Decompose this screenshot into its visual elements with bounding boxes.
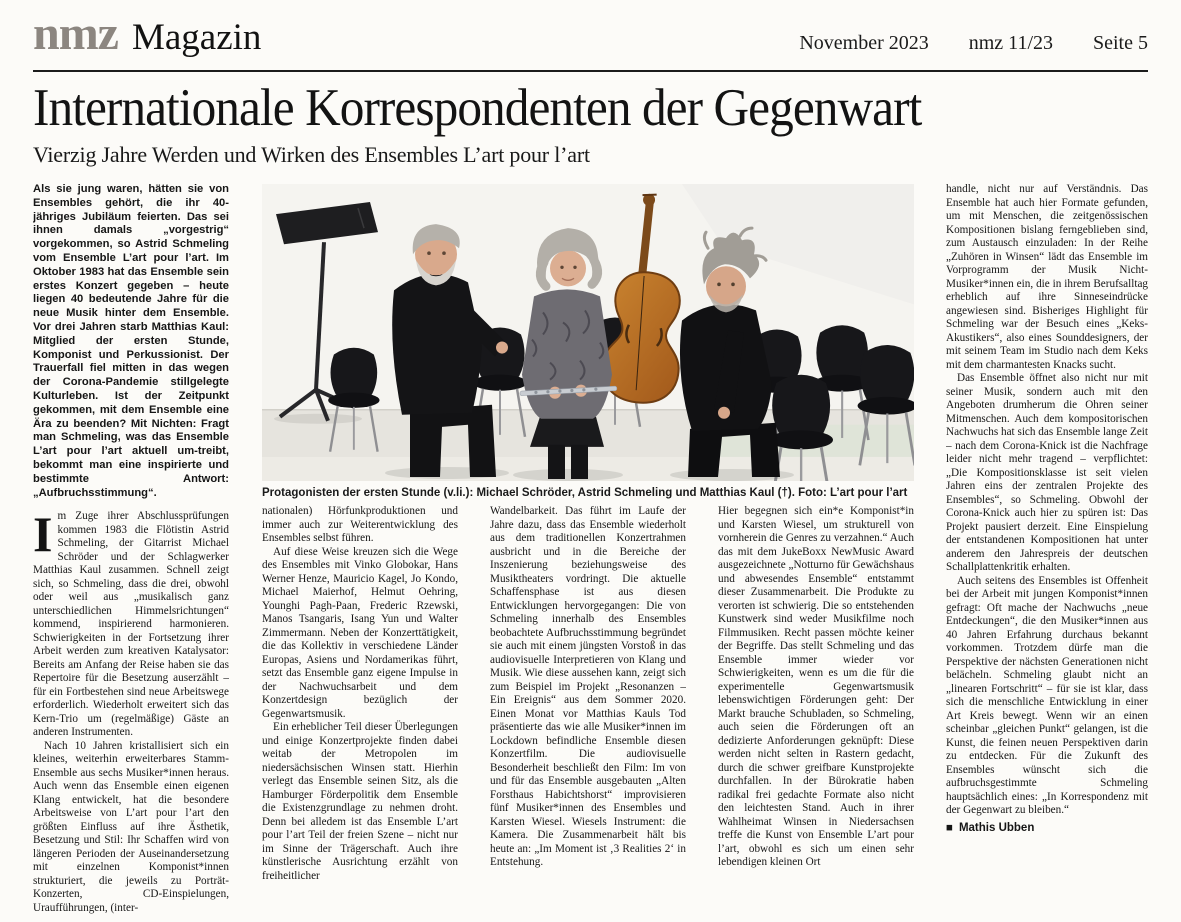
drop-cap: I bbox=[33, 506, 53, 563]
author-name: Mathis Ubben bbox=[958, 821, 1035, 834]
body-paragraph: nationalen) Hörfunkproduktionen und immer auch zur Weiterentwicklung des Ensembles selbst führen. bbox=[262, 505, 458, 544]
masthead bbox=[33, 6, 1148, 66]
article-headline: Internationale Korrespondenten der Gegenwart bbox=[33, 79, 922, 137]
body-paragraph: Auf diese Weise kreuzen sich die Wege des Ensembles mit Vinko Globokar, Hans Werner Henze, Mauricio Kagel, Jo Kondo, Michael Maierhof, Helmut Oehring, Younghi Pagh-Paan, Frederic Rzewski, Manos Tsangaris, Isang Yun und Walter Zimmermann. Neben der Konzerttätigkeit, die das Kollektiv in verschiedene Länder Europas, Asiens und Nordamerikas führt, setzt das Ensemble ganz eigene Impulse in der Nachwuchsarbeit und dem Konzertdesign bezüglich der Gegenwartsmusik. bbox=[262, 545, 458, 720]
section-title: Magazin bbox=[131, 17, 262, 58]
page-number: Seite 5 bbox=[1093, 32, 1148, 54]
body-paragraph: Wandelbarkeit. Das führt im Laufe der Jahre dazu, dass das Ensemble wiederholt aus dem traditionellen Konzertrahmen ausbricht und in die Bereiche der Inszenierung beziehungsweise des Musiktheaters vordringt. Die aktuelle Schaffensphase ist aus diesen Entwicklungen hervorgegangen: Die von Schmeling innerhalb des Ensembles beobachtete Aufbruchsstimmung begründet sie auch mit einem jüngsten Vorstoß in das audiovisuelle Interpretieren von Klang und Musik. Wie diese aussehen kann, zeigt sich zum Beispiel im Projekt „Resonanzen – Ein Ereignis“ aus dem Sommer 2020. Einen Monat vor Matthias Kauls Tod präsentierte das wie alle Musiker*innen im Lockdown befindliche Ensemble diesen Konzertfilm. Die audiovisuelle Besonderheit beschließt den Film: Im von und für das Ensemble ausgebauten „Alten Forsthaus Habichtshorst“ improvisieren fünf Musiker*innen des Ensembles und Karsten Wiesel. Wiesels Instrument: die Kamera. Die Zusammenarbeit hält bis heute an: „Im Moment ist ‚3 Realities 2‘ in Entstehung. bbox=[490, 505, 686, 868]
author-byline bbox=[946, 822, 1148, 836]
issue-ref: nmz 11/23 bbox=[968, 32, 1053, 54]
paragraph-text: m Zuge ihrer Abschlussprüfungen kommen 1983 die Flötistin Astrid Schmeling, der Gitarrist Michael Schröder und der Schlagwerker Matthias Kaul zusammen. Schnell zeigt sich, so Schmeling, dass die drei, obwohl oder weil aus „musikalisch ganz unterschiedlichen Himmelsrichtungen“ kommend, inspirierend harmonieren. Schwierigkeiten in der Fortsetzung ihrer Arbeit werden zum kreativen Katalysator: Bereits am Anfang der Reise haben sie das Repertoire für die Besetzung auserzählt – für ein Fortbestehen sind neue Arbeitswege erforderlich. Wiederholt erweitert sich das Kern-Trio um (regelmäßige) Gäste an anderen Instrumenten. bbox=[33, 510, 229, 739]
article-column-1 bbox=[33, 183, 229, 917]
masthead-right bbox=[799, 32, 1148, 55]
body-paragraph: Ein erheblicher Teil dieser Überlegungen und einige Konzertprojekte finden dabei weitab der Metropolen im niedersächsischen Winsen statt. Hierhin verlegt das Ensemble seinen Sitz, als die Hamburger Förderpolitik dem Ensemble die Existenzgrundlage zu nehmen droht. Denn bei alledem ist das Ensemble L’art pour l’art Teil der freien Szene – nicht nur im Sinne der Trägerschaft. Auch ihre künstlerische Ausrichtung erzählt von freiheitlicher bbox=[262, 721, 458, 882]
ensemble-photo bbox=[262, 184, 914, 481]
body-paragraph: Das Ensemble öffnet also nicht nur mit seiner Musik, sondern auch mit den Angeboten drumherum die Ohren seiner Mitmenschen. Auch dem kompositorischen Nachwuchs hat sich das Ensemble lange Zeit – nach dem Corona-Knick ist die Nachfrage leider nicht mehr tragend – verpflichtet: „Die Kompositionsklasse ist seit vielen Jahren eins der zentralen Projekte des Ensembles“, so Schmeling. Obwohl der Corona-Knick auch hier zu spüren ist: Das Projekt pausiert derzeit. Eine Einspielung der entstandenen Kompositionen hat unter anderem den Jahrespreis der deutschen Schallplattenkritik erhalten. bbox=[946, 372, 1148, 573]
ensemble-photo-illustration bbox=[262, 184, 914, 481]
lead-paragraph: Als sie jung waren, hätten sie von Ensembles gehört, die ihr 40-jähriges Jubiläum feierten. Das sei ihnen damals „vorgestrig“ vorgekommen, so Astrid Schmeling vom Ensemble L’art pour l’art. Im Oktober 1983 hat das Ensemble sein erstes Konzert gegeben – heute liegen 40 bedeutende Jahre für die neue Musik hinter dem Ensemble. Vor drei Jahren starb Matthias Kaul: Mitglied der ersten Stunde, Komponist und Perkussionist. Der Trauerfall fiel mitten in das wegen der Corona-Pandemie stillgelegte Kulturleben. Ist der Zeitpunkt gekommen, mit dem Ensemble eine Ära zu beenden? Mit Nichten: Fragt man Schmeling, was das Ensemble L’art pour l’art aktuell um-treibt, bekommt man eine inspirierte und bestimmte Antwort: „Aufbruchsstimmung“. bbox=[33, 183, 229, 499]
body-paragraph bbox=[33, 506, 229, 740]
article-column-3 bbox=[490, 505, 686, 917]
nmz-logo: nmz bbox=[33, 7, 118, 60]
author-square-marker: ■ bbox=[946, 821, 953, 834]
article-column-4 bbox=[718, 505, 914, 917]
masthead-left bbox=[33, 6, 261, 63]
article-column-2 bbox=[262, 505, 458, 917]
body-paragraph: Auch seitens des Ensembles ist Offenheit bei der Arbeit mit jungen Komponist*innen gefragt: Oft mache der Nachwuchs „neue Entdeckungen“, die den Musiker*innen aus 40 Jahren Erfahrung durchaus bekannt vorkommen. Trotzdem dürfe man die Perspektive der nächsten Generationen nicht belächeln. Schmeling glaubt nicht an „linearen Fortschritt“ – für sie ist klar, dass sich die menschliche Entwicklung in einer Art Kreis bewegt. Wenn wir an einen scheinbar „gleichen Punkt“ gelangen, ist die Kunst, die feinen neuen Perspektiven darin zu entdecken. Für die Zukunft des Ensembles wünscht sich die aufbruchsgestimmte Schmeling hauptsächlich eines: „In Korrespondenz mit der Gegenwart zu bleiben.“ bbox=[946, 574, 1148, 816]
masthead-rule bbox=[33, 70, 1148, 72]
body-paragraph: handle, nicht nur auf Verständnis. Das Ensemble hat auch hier Formate gefunden, um mit Menschen, die zeitgenössischen Kompositionen bislang ferngeblieben sind, zum Austausch einzuladen: In der Reihe „Zuhören in Winsen“ lädt das Ensemble im Vorprogramm der Musik Nicht-Musiker*innen ein, die in ihrem Berufsalltag erheblich auf ihre Sinneseindrücke angewiesen sind. Bisheriges Highlight für Schmeling war der Besuch eines „Keks-Akustikers“, also eines Sounddesigners, der mit seinem Team im Studio nach dem Keks mit dem charmantesten Knacks sucht. bbox=[946, 183, 1148, 371]
article-subheadline: Vierzig Jahre Werden und Wirken des Ensembles L’art pour l’art bbox=[33, 142, 590, 167]
issue-date: November 2023 bbox=[799, 32, 929, 54]
photo-caption: Protagonisten der ersten Stunde (v.li.): Michael Schröder, Astrid Schmeling und Matthias Kaul (†). Foto: L’art pour l’art bbox=[262, 487, 908, 499]
body-paragraph: Nach 10 Jahren kristallisiert sich ein kleines, weiterhin erweiterbares Stamm-Ensemble aus sechs Musiker*innen heraus. Auch wenn das Ensemble einen eigenen Klang entwickelt, hat die besondere Arbeitsweise von L’art pour l’art den größten Einfluss auf ihre Ästhetik, Besetzung und Stil: Ihr Schaffen wird von längeren Perioden der Auseinandersetzung mit einzelnen Komponist*innen strukturiert, die jeweils zu Porträt-Konzerten, CD-Einspielungen, Uraufführungen, (inter- bbox=[33, 739, 229, 914]
article-column-5 bbox=[946, 183, 1148, 919]
body-paragraph: Hier begegnen sich ein*e Komponist*in und Karsten Wiesel, um strukturell von vornherein die Genres zu verzahnen.“ Auch das mit dem JukeBoxx NewMusic Award ausgezeichnete „Notturno für Gewächshaus und abwesendes Ensemble“ entstammt dieser Zusammenarbeit. Die Produkte zu verorten ist schwierig. Die so entstehenden Kunstwerk sind weder Musikfilme noch Filmmusiken. Recht passen möchte keiner der Begriffe. Das stellt Schmeling und das Ensemble immer wieder vor Schwierigkeiten, wenn es um die für die experimentelle Gegenwartsmusik lebenswichtigen Förderungen geht: Der Markt brauche Schubladen, so Schmeling, auch seien die Förderungen oft an dedizierte Anforderungen geknüpft: Diese werden nicht selten in Rastern gedacht, durch die schwer greifbare Kunstprojekte durchfallen. In der Bürokratie haben radikal frei gedachte Formate also nicht den leichtesten Stand. Auch in ihrer Wahlheimat Winsen in Niedersachsen treffe die Kunst von Ensemble L’art pour l’art, obwohl es sich um einen sehr lebendigen kleinen Ort bbox=[718, 505, 914, 868]
